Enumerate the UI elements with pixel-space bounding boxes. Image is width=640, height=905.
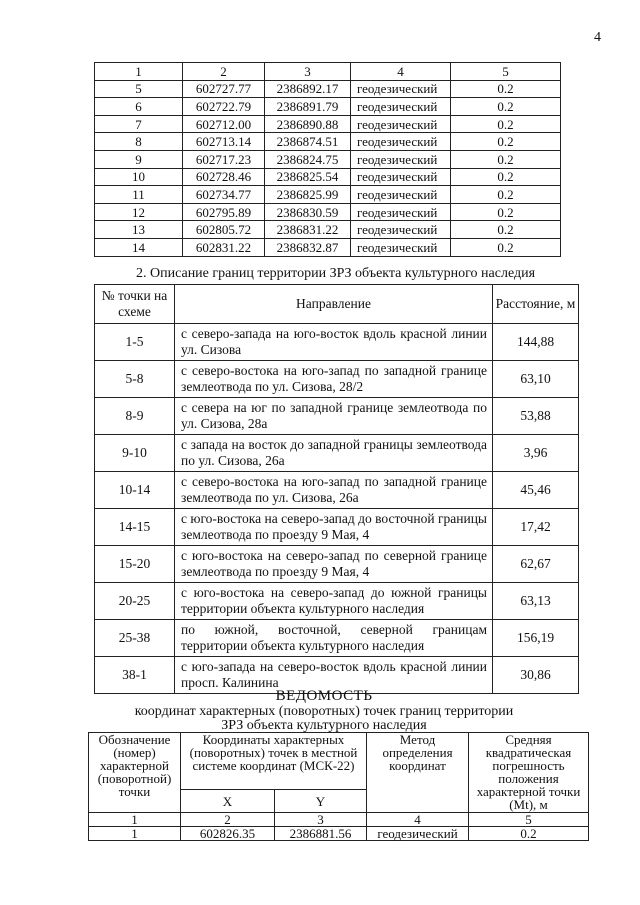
vedomost-subtitle-1: координат характерных (поворотных) точек границ территории xyxy=(134,704,514,719)
vedomost-title: ВЕДОМОСТЬ xyxy=(275,688,373,704)
table-row xyxy=(95,324,579,361)
point-range: 25-38 xyxy=(95,620,175,657)
distance-value: 3,96 xyxy=(493,435,579,472)
method: геодезический xyxy=(351,186,451,204)
col-header-direction: Направление xyxy=(175,285,493,324)
point-number: 7 xyxy=(95,115,183,133)
col-header-method: Метод определения координат xyxy=(367,733,469,813)
table-row xyxy=(95,546,579,583)
column-number-2: 2 xyxy=(181,813,275,827)
coord-y: 2386832.87 xyxy=(265,238,351,256)
coord-x: 602805.72 xyxy=(183,221,265,239)
direction-text: с юго-востока на северо-запад по северной границе землеотвода по проезду 9 Мая, 4 xyxy=(175,546,493,583)
point-range: 1-5 xyxy=(95,324,175,361)
column-number-1: 1 xyxy=(89,813,181,827)
coordinates-table-continued xyxy=(94,62,561,257)
error-value: 0.2 xyxy=(451,238,561,256)
error-value: 0.2 xyxy=(469,827,589,841)
error-value: 0.2 xyxy=(451,203,561,221)
coord-x: 602712.00 xyxy=(183,115,265,133)
table-header-row xyxy=(89,733,589,790)
method: геодезический xyxy=(351,80,451,98)
point-range: 15-20 xyxy=(95,546,175,583)
method: геодезический xyxy=(367,827,469,841)
column-numbers-row xyxy=(89,813,589,827)
error-value: 0.2 xyxy=(451,115,561,133)
point-number: 8 xyxy=(95,133,183,151)
col-header-coords: Координаты характерных (поворотных) точек в местной системе координат (МСК-22) xyxy=(181,733,367,790)
method: геодезический xyxy=(351,238,451,256)
column-number-5: 5 xyxy=(451,63,561,81)
coord-x: 602734.77 xyxy=(183,186,265,204)
table-row xyxy=(95,186,561,204)
vedomost-subtitle-2: ЗРЗ объекта культурного наследия xyxy=(221,718,427,733)
point-number: 14 xyxy=(95,238,183,256)
method: геодезический xyxy=(351,150,451,168)
column-number-1: 1 xyxy=(95,63,183,81)
coord-x: 602831.22 xyxy=(183,238,265,256)
column-number-4: 4 xyxy=(367,813,469,827)
col-header-x: X xyxy=(181,790,275,813)
page-number: 4 xyxy=(594,30,601,45)
point-range: 5-8 xyxy=(95,361,175,398)
table-row xyxy=(95,398,579,435)
table-row xyxy=(95,115,561,133)
distance-value: 45,46 xyxy=(493,472,579,509)
method: геодезический xyxy=(351,115,451,133)
coord-x: 602717.23 xyxy=(183,150,265,168)
direction-text: с севера на юг по западной границе землеотвода по ул. Сизова, 28а xyxy=(175,398,493,435)
method: геодезический xyxy=(351,203,451,221)
column-number-3: 3 xyxy=(275,813,367,827)
error-value: 0.2 xyxy=(451,98,561,116)
point-number: 6 xyxy=(95,98,183,116)
coord-x: 602722.79 xyxy=(183,98,265,116)
column-number-4: 4 xyxy=(351,63,451,81)
coord-y: 2386824.75 xyxy=(265,150,351,168)
table-row xyxy=(95,80,561,98)
coord-y: 2386825.54 xyxy=(265,168,351,186)
distance-value: 156,19 xyxy=(493,620,579,657)
direction-text: с юго-запада на северо-восток вдоль красной линии просп. Калинина xyxy=(175,657,493,694)
table-row xyxy=(95,361,579,398)
distance-value: 53,88 xyxy=(493,398,579,435)
coord-y: 2386830.59 xyxy=(265,203,351,221)
direction-text: с северо-востока на юго-запад по западной границе землеотвода по ул. Сизова, 28/2 xyxy=(175,361,493,398)
table-row xyxy=(89,827,589,841)
direction-text: по южной, восточной, северной границам территории объекта культурного наследия xyxy=(175,620,493,657)
table-row xyxy=(95,133,561,151)
point-range: 9-10 xyxy=(95,435,175,472)
direction-text: с северо-востока на юго-запад по западной границе землеотвода по ул. Сизова, 26а xyxy=(175,472,493,509)
coord-x: 602713.14 xyxy=(183,133,265,151)
coord-x: 602727.77 xyxy=(183,80,265,98)
coord-y: 2386825.99 xyxy=(265,186,351,204)
table-row xyxy=(95,472,579,509)
column-number-2: 2 xyxy=(183,63,265,81)
coord-y: 2386881.56 xyxy=(275,827,367,841)
point-range: 20-25 xyxy=(95,583,175,620)
column-number-5: 5 xyxy=(469,813,589,827)
point-range: 38-1 xyxy=(95,657,175,694)
coord-y: 2386831.22 xyxy=(265,221,351,239)
error-value: 0.2 xyxy=(451,80,561,98)
distance-value: 144,88 xyxy=(493,324,579,361)
direction-text: с запада на восток до западной границы землеотвода по ул. Сизова, 26а xyxy=(175,435,493,472)
table-row xyxy=(95,203,561,221)
point-number: 10 xyxy=(95,168,183,186)
col-header-point: № точки на схеме xyxy=(95,285,175,324)
coord-y: 2386874.51 xyxy=(265,133,351,151)
method: геодезический xyxy=(351,221,451,239)
table-row xyxy=(95,509,579,546)
direction-text: с юго-востока на северо-запад до южной границы территории объекта культурного наследия xyxy=(175,583,493,620)
column-number-3: 3 xyxy=(265,63,351,81)
section-2-heading: 2. Описание границ территории ЗРЗ объекта культурного наследия xyxy=(136,266,536,281)
table-row xyxy=(95,620,579,657)
point-number: 13 xyxy=(95,221,183,239)
error-value: 0.2 xyxy=(451,221,561,239)
method: геодезический xyxy=(351,133,451,151)
table-header-row xyxy=(95,63,561,81)
error-value: 0.2 xyxy=(451,186,561,204)
distance-value: 63,10 xyxy=(493,361,579,398)
boundary-description-table xyxy=(94,284,579,694)
method: геодезический xyxy=(351,168,451,186)
direction-text: с северо-запада на юго-восток вдоль красной линии ул. Сизова xyxy=(175,324,493,361)
table-row xyxy=(95,168,561,186)
point-range: 10-14 xyxy=(95,472,175,509)
distance-value: 17,42 xyxy=(493,509,579,546)
distance-value: 63,13 xyxy=(493,583,579,620)
table-row xyxy=(95,150,561,168)
error-value: 0.2 xyxy=(451,133,561,151)
col-header-error: Средняя квадратическая погрешность положения характерной точки (Mt), м xyxy=(469,733,589,813)
vedomost-table xyxy=(88,732,589,841)
coord-y: 2386892.17 xyxy=(265,80,351,98)
coord-y: 2386890.88 xyxy=(265,115,351,133)
col-header-distance: Расстояние, м xyxy=(493,285,579,324)
method: геодезический xyxy=(351,98,451,116)
direction-text: с юго-востока на северо-запад до восточной границы землеотвода по проезду 9 Мая, 4 xyxy=(175,509,493,546)
point-number: 12 xyxy=(95,203,183,221)
table-row xyxy=(95,583,579,620)
table-row xyxy=(95,98,561,116)
table-header-row xyxy=(95,285,579,324)
coord-x: 602795.89 xyxy=(183,203,265,221)
point-number: 9 xyxy=(95,150,183,168)
col-header-designation: Обозначение (номер) характерной (поворотной) точки xyxy=(89,733,181,813)
point-range: 14-15 xyxy=(95,509,175,546)
table-row xyxy=(95,238,561,256)
point-number: 11 xyxy=(95,186,183,204)
table-row xyxy=(95,221,561,239)
distance-value: 62,67 xyxy=(493,546,579,583)
coord-y: 2386891.79 xyxy=(265,98,351,116)
coord-x: 602728.46 xyxy=(183,168,265,186)
coord-x: 602826.35 xyxy=(181,827,275,841)
error-value: 0.2 xyxy=(451,168,561,186)
error-value: 0.2 xyxy=(451,150,561,168)
table-row xyxy=(95,435,579,472)
point-number: 1 xyxy=(89,827,181,841)
col-header-y: Y xyxy=(275,790,367,813)
point-number: 5 xyxy=(95,80,183,98)
point-range: 8-9 xyxy=(95,398,175,435)
distance-value: 30,86 xyxy=(493,657,579,694)
